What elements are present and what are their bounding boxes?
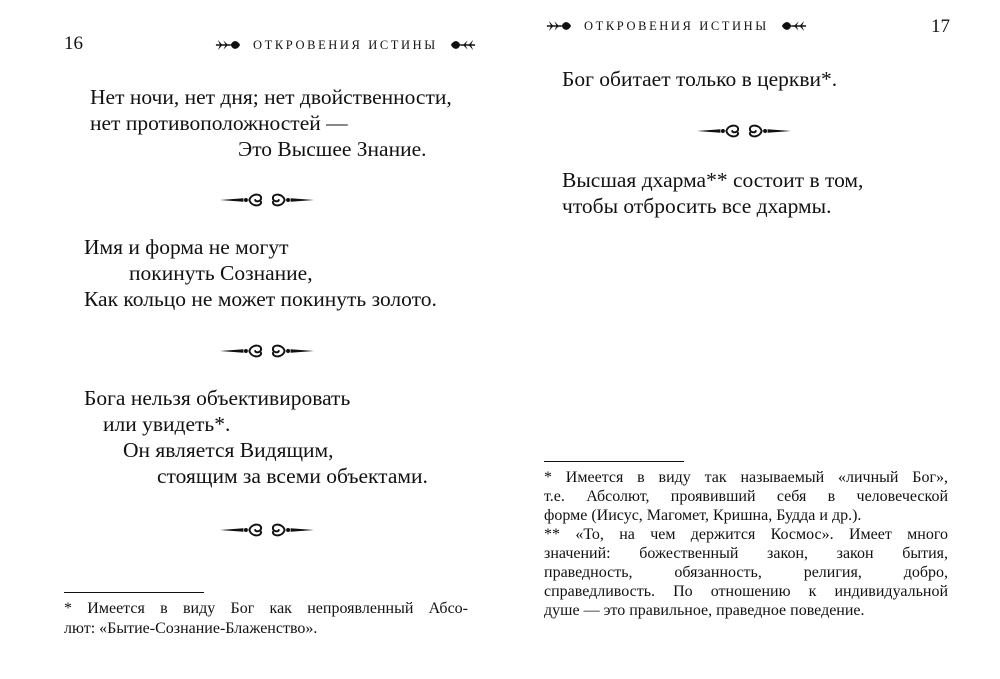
verse-line: Он является Видящим,	[123, 438, 334, 462]
leaf-fleuron-left-icon	[781, 19, 807, 33]
footnote-line: справедливость. По отношению к индивидуальной	[544, 583, 948, 600]
footnote-line: лют: «Бытие-Сознание-Блаженство».	[64, 620, 318, 637]
running-head-title: ОТКРОВЕНИЯ ИСТИНЫ	[253, 38, 438, 52]
verse-line: чтобы отбросить все дхармы.	[562, 194, 832, 218]
verse-line: покинуть Сознание,	[129, 261, 313, 285]
section-ornament	[218, 192, 316, 208]
verse-line: Бог обитает только в церкви*.	[562, 67, 838, 91]
page-number: 17	[931, 16, 950, 37]
verse-line: Как кольцо не может покинуть золото.	[84, 287, 437, 311]
footnote-rule	[64, 592, 204, 593]
section-ornament	[218, 522, 316, 538]
footnote-rule	[544, 461, 684, 462]
verse-line: Высшая дхарма** состоит в том,	[562, 168, 864, 192]
running-head	[215, 38, 476, 52]
verse-line: или увидеть*.	[103, 412, 231, 436]
section-ornament	[695, 123, 793, 139]
verse-line: нет противоположностей —	[90, 111, 348, 135]
footnote-line: * Имеется в виду так называемый «личный Бог»,	[544, 469, 948, 486]
footnote-line: т.е. Абсолют, проявивший себя в человеческой	[544, 488, 948, 505]
footnote-line: значений: божественный закон, закон бытия,	[544, 545, 948, 562]
leaf-fleuron-right-icon	[546, 19, 572, 33]
leaf-fleuron-right-icon	[215, 38, 241, 52]
footnote-line: душе — это правильное, праведное поведение.	[544, 602, 865, 619]
right-page	[500, 0, 1000, 679]
verse-line: Нет ночи, нет дня; нет двойственности,	[90, 85, 452, 109]
page-number: 16	[64, 33, 83, 54]
leaf-fleuron-left-icon	[450, 38, 476, 52]
running-head-title: ОТКРОВЕНИЯ ИСТИНЫ	[584, 19, 769, 33]
footnote-line: форме (Иисус, Магомет, Кришна, Будда и др.).	[544, 507, 862, 524]
verse-line: Имя и форма не могут	[84, 235, 289, 259]
verse-line: Это Высшее Знание.	[238, 137, 427, 161]
verse-line: стоящим за всеми объектами.	[157, 464, 428, 488]
verse-line: Бога нельзя объективировать	[84, 386, 351, 410]
running-head	[546, 19, 807, 33]
footnote-line: ** «То, на чем держится Космос». Имеет много	[544, 526, 948, 543]
footnote-line: * Имеется в виду Бог как непроявленный Абсо-	[64, 600, 468, 617]
section-ornament	[218, 343, 316, 359]
footnote-line: праведность, обязанность, религия, добро,	[544, 564, 948, 581]
